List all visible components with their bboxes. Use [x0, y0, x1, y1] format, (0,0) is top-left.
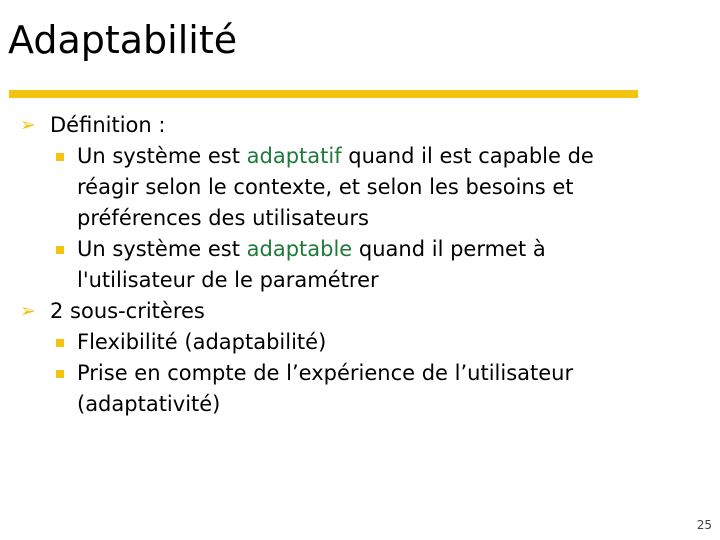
- bullet-label: Définition :: [50, 113, 166, 137]
- highlight-term: adaptable: [246, 237, 353, 261]
- sub-bullet-continuation: réagir selon le contexte, et selon les besoins et: [77, 175, 574, 199]
- bullet-label: 2 sous-critères: [50, 299, 205, 323]
- square-bullet-icon: [56, 153, 64, 161]
- sub-bullet-experience: [0, 358, 720, 389]
- text-fragment: Un système est: [77, 237, 247, 261]
- text-fragment: Flexibilité (adaptabilité): [77, 330, 327, 354]
- highlight-term: adaptatif: [246, 144, 342, 168]
- text-fragment: quand il est capable de: [341, 144, 594, 168]
- arrow-bullet-icon: ➢: [20, 300, 36, 322]
- sub-bullet-adaptable: [0, 234, 720, 265]
- sub-bullet-adaptatif: [0, 141, 720, 172]
- arrow-bullet-icon: ➢: [20, 114, 36, 136]
- bullet-definition: [0, 110, 720, 141]
- square-bullet-icon: [56, 246, 64, 254]
- sub-bullet-continuation: préférences des utilisateurs: [77, 206, 369, 230]
- bullet-sous-criteres: [0, 296, 720, 327]
- title-underline-bar: [9, 90, 638, 98]
- text-fragment: quand il permet à: [352, 237, 546, 261]
- square-bullet-icon: [56, 339, 64, 347]
- sub-bullet-continuation: l'utilisateur de le paramétrer: [77, 268, 379, 292]
- square-bullet-icon: [56, 370, 64, 378]
- text-fragment: Prise en compte de l’expérience de l’utilisateur: [77, 361, 574, 385]
- sub-bullet-continuation: (adaptativité): [77, 392, 221, 416]
- sub-bullet-flexibilite: [0, 327, 720, 358]
- slide-title: Adaptabilité: [8, 18, 238, 62]
- slide-content: [0, 110, 720, 420]
- text-fragment: Un système est: [77, 144, 247, 168]
- page-number: 25: [696, 518, 712, 532]
